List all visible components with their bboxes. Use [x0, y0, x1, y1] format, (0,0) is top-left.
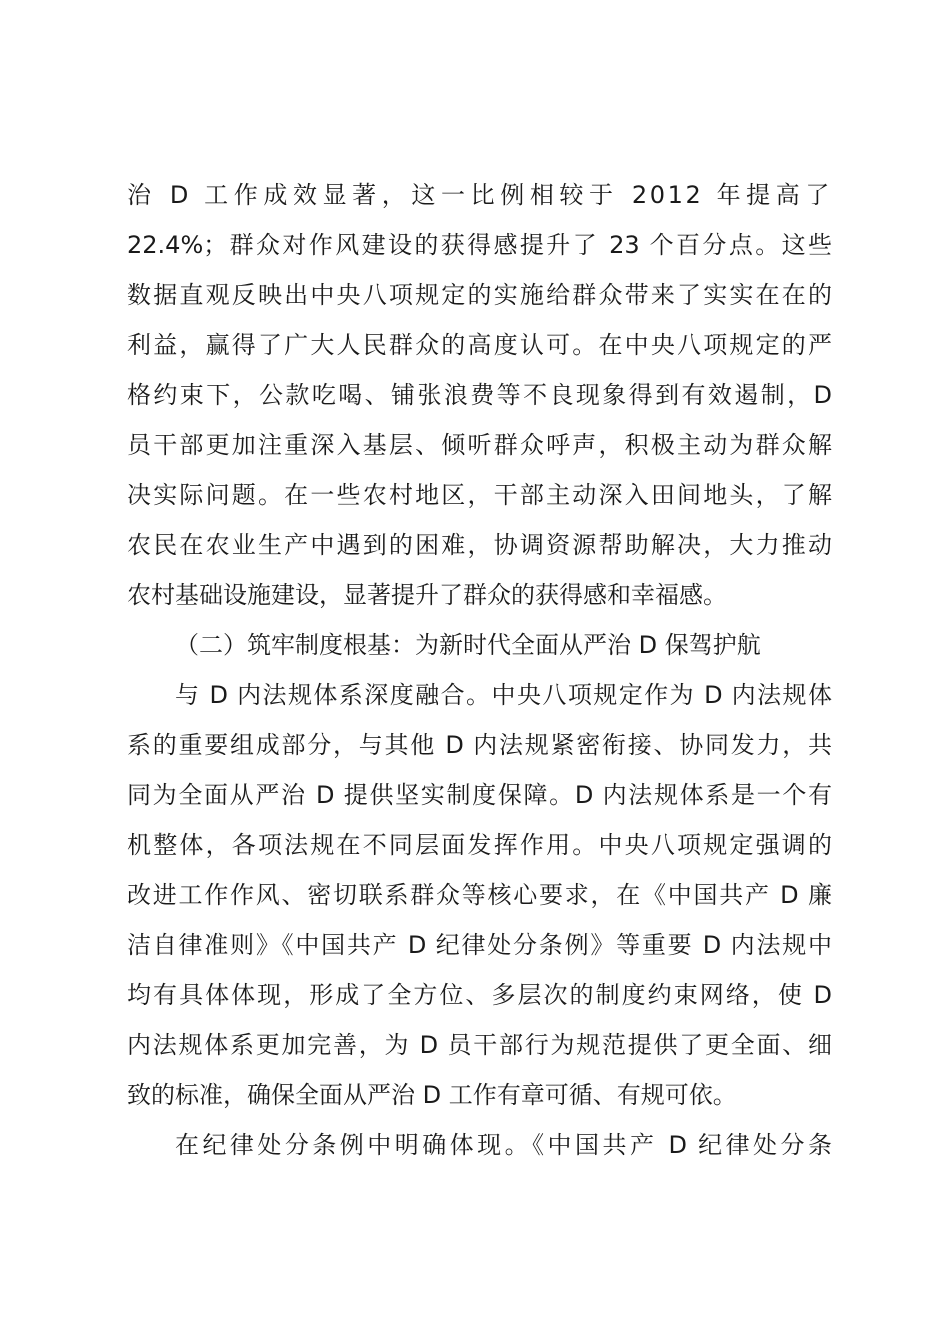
- paragraph-2-line-2: 系的重要组成部分，与其他 D 内法规紧密衔接、协同发力，共: [127, 731, 832, 759]
- paragraph-1-line-5: 格约束下，公款吃喝、铺张浪费等不良现象得到有效遏制，D: [127, 381, 832, 409]
- paragraph-2-line-6: 洁自律准则》《中国共产 D 纪律处分条例》等重要 D 内法规中: [127, 931, 832, 959]
- paragraph-1-line-6: 员干部更加注重深入基层、倾听群众呼声，积极主动为群众解: [127, 431, 832, 459]
- paragraph-1-line-8: 农民在农业生产中遇到的困难，协调资源帮助解决，大力推动: [127, 531, 832, 559]
- paragraph-2-line-5: 改进工作作风、密切联系群众等核心要求，在《中国共产 D 廉: [127, 881, 832, 909]
- paragraph-1-line-1: 治 D 工作成效显著，这一比例相较于 2012 年提高了: [127, 181, 832, 209]
- paragraph-1-line-3: 数据直观反映出中央八项规定的实施给群众带来了实实在在的: [127, 281, 832, 309]
- paragraph-3-line-1: 在纪律处分条例中明确体现。《中国共产 D 纪律处分条: [175, 1131, 832, 1159]
- paragraph-1-line-9: 农村基础设施建设，显著提升了群众的获得感和幸福感。: [127, 581, 727, 609]
- section-heading: （二）筑牢制度根基：为新时代全面从严治 D 保驾护航: [175, 631, 761, 659]
- paragraph-1-line-7: 决实际问题。在一些农村地区，干部主动深入田间地头，了解: [127, 481, 832, 509]
- paragraph-2-line-4: 机整体，各项法规在不同层面发挥作用。中央八项规定强调的: [127, 831, 832, 859]
- paragraph-2-line-3: 同为全面从严治 D 提供坚实制度保障。D 内法规体系是一个有: [127, 781, 832, 809]
- paragraph-2-line-1: 与 D 内法规体系深度融合。中央八项规定作为 D 内法规体: [175, 681, 832, 709]
- paragraph-1-line-2: 22.4%；群众对作风建设的获得感提升了 23 个百分点。这些: [127, 231, 832, 259]
- paragraph-2-line-9: 致的标准，确保全面从严治 D 工作有章可循、有规可依。: [127, 1081, 737, 1109]
- paragraph-1-line-4: 利益，赢得了广大人民群众的高度认可。在中央八项规定的严: [127, 331, 832, 359]
- paragraph-2-line-8: 内法规体系更加完善，为 D 员干部行为规范提供了更全面、细: [127, 1031, 832, 1059]
- paragraph-2-line-7: 均有具体体现，形成了全方位、多层次的制度约束网络，使 D: [127, 981, 832, 1009]
